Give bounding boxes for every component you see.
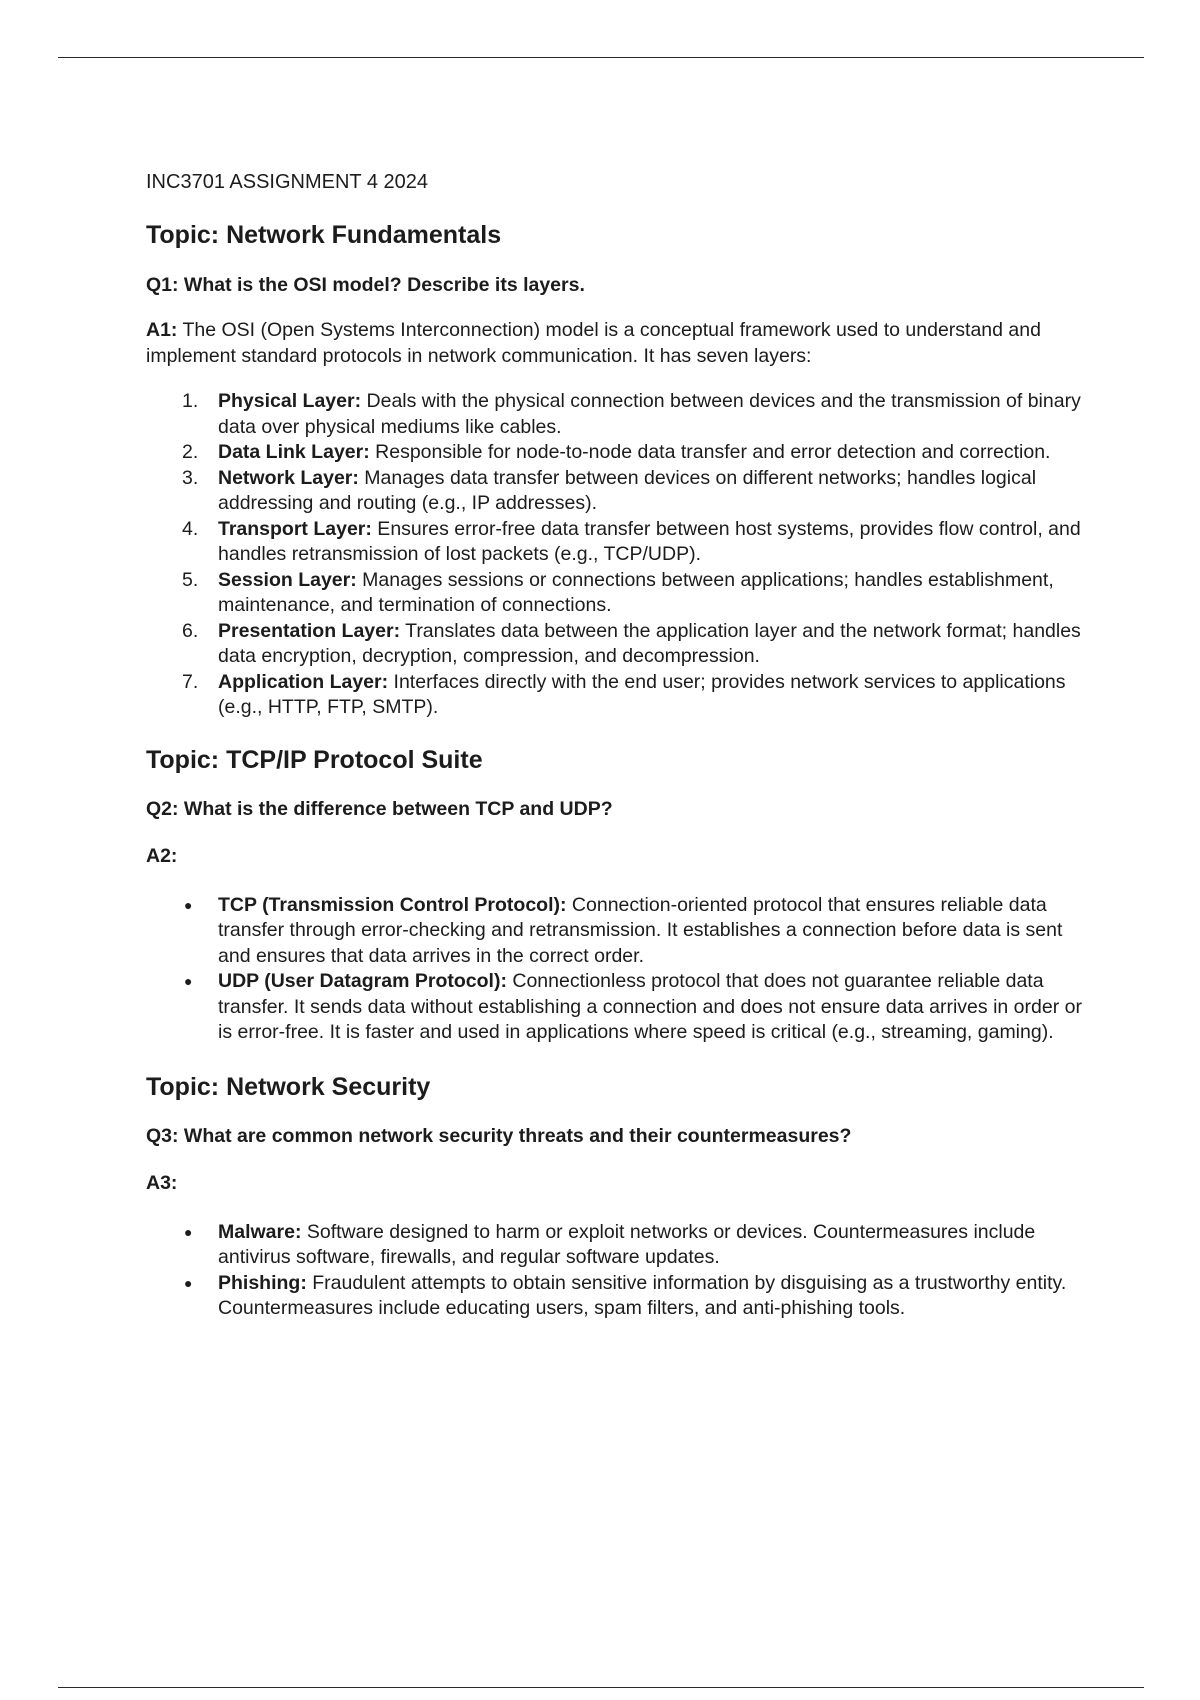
item-term: Network Layer: <box>218 466 359 489</box>
list-item <box>146 969 1096 1046</box>
document-body <box>146 170 1096 1322</box>
item-term: Physical Layer: <box>218 390 362 412</box>
item-text: Responsible for node-to-node data transfer and error detection and correction. <box>369 441 1051 463</box>
list-item <box>146 517 1096 568</box>
item-text: Manages data transfer between devices on different networks; handles logical addressing and routing (e.g., IP addresses). <box>218 466 1037 514</box>
list-item <box>146 568 1096 619</box>
list-number: 5. <box>182 568 199 591</box>
bullet-icon: ● <box>184 973 193 989</box>
item-term: UDP (User Datagram Protocol): <box>218 970 507 992</box>
item-text: Connectionless protocol that does not guarantee reliable data transfer. It sends data without establishing a connection and does not ensure data arrives in order or is error-free. It is faster and used in applications where speed is critical (e.g., streaming, gaming). <box>218 970 1082 1043</box>
item-term: Data Link Layer: <box>218 441 370 463</box>
bullet-icon: ● <box>184 896 193 913</box>
question-heading: Q3: What are common network security threats and their countermeasures? <box>146 1124 852 1147</box>
answer-paragraph <box>146 317 1096 369</box>
answer-paragraph <box>146 1170 1096 1196</box>
list-item <box>146 1220 1096 1271</box>
bullet-icon: ● <box>184 1274 193 1291</box>
document-header: INC3701 ASSIGNMENT 4 2024 <box>146 171 428 193</box>
top-rule <box>58 57 1144 58</box>
list-item <box>146 619 1096 670</box>
answer-text: The OSI (Open Systems Interconnection) model is a conceptual framework used to understand and implement standard protocols in network communication. It has seven layers: <box>146 319 1041 367</box>
protocol-bullet-list <box>146 893 1096 1046</box>
bullet-icon: ● <box>184 1223 193 1240</box>
item-text: Fraudulent attempts to obtain sensitive information by disguising as a trustworthy entity. Countermeasures include educating users, spam filters, and anti-phishing tools. <box>218 1271 1067 1319</box>
bottom-rule <box>58 1687 1144 1688</box>
list-number: 2. <box>182 441 199 463</box>
list-number: 4. <box>182 517 199 540</box>
list-item <box>146 670 1096 721</box>
item-text: Deals with the physical connection between devices and the transmission of binary data over physical mediums like cables. <box>218 390 1081 438</box>
item-term: Malware: <box>218 1220 302 1243</box>
list-number: 6. <box>182 619 199 642</box>
item-text: Connection-oriented protocol that ensures reliable data transfer through error-checking and retransmission. It establishes a connection before data is sent and ensures that data arrives in the correct order. <box>218 893 1063 967</box>
item-term: Phishing: <box>218 1271 307 1294</box>
item-text: Manages sessions or connections between applications; handles establishment, maintenance, and termination of connections. <box>218 568 1054 616</box>
item-term: TCP (Transmission Control Protocol): <box>218 893 567 916</box>
item-term: Presentation Layer: <box>218 619 401 642</box>
question-heading: Q1: What is the OSI model? Describe its layers. <box>146 274 585 296</box>
list-item <box>146 893 1096 970</box>
topic-heading: Topic: Network Security <box>146 1072 431 1101</box>
list-item <box>146 389 1096 440</box>
item-text: Ensures error-free data transfer between host systems, provides flow control, and handles retransmission of lost packets (e.g., TCP/UDP). <box>218 517 1081 565</box>
topic-heading: Topic: TCP/IP Protocol Suite <box>146 745 483 774</box>
item-term: Application Layer: <box>218 670 389 693</box>
answer-label: A3: <box>146 1171 178 1194</box>
threat-bullet-list <box>146 1220 1096 1322</box>
list-number: 3. <box>182 466 199 489</box>
list-number: 1. <box>182 390 199 412</box>
answer-label: A2: <box>146 844 178 867</box>
list-number: 7. <box>182 670 199 693</box>
question-heading: Q2: What is the difference between TCP and UDP? <box>146 797 613 820</box>
item-text: Interfaces directly with the end user; provides network services to applications (e.g., HTTP, FTP, SMTP). <box>218 670 1066 718</box>
list-item <box>146 440 1096 466</box>
answer-label: A1: <box>146 319 178 341</box>
item-text: Translates data between the application layer and the network format; handles data encryption, decryption, compression, and decompression. <box>218 619 1081 667</box>
item-term: Transport Layer: <box>218 517 372 540</box>
list-item <box>146 466 1096 517</box>
item-term: Session Layer: <box>218 568 357 591</box>
answer-paragraph <box>146 843 1096 869</box>
osi-layers-list <box>146 389 1096 721</box>
topic-heading: Topic: Network Fundamentals <box>146 221 502 249</box>
item-text: Software designed to harm or exploit networks or devices. Countermeasures include antivirus software, firewalls, and regular software updates. <box>218 1220 1036 1268</box>
list-item <box>146 1271 1096 1322</box>
